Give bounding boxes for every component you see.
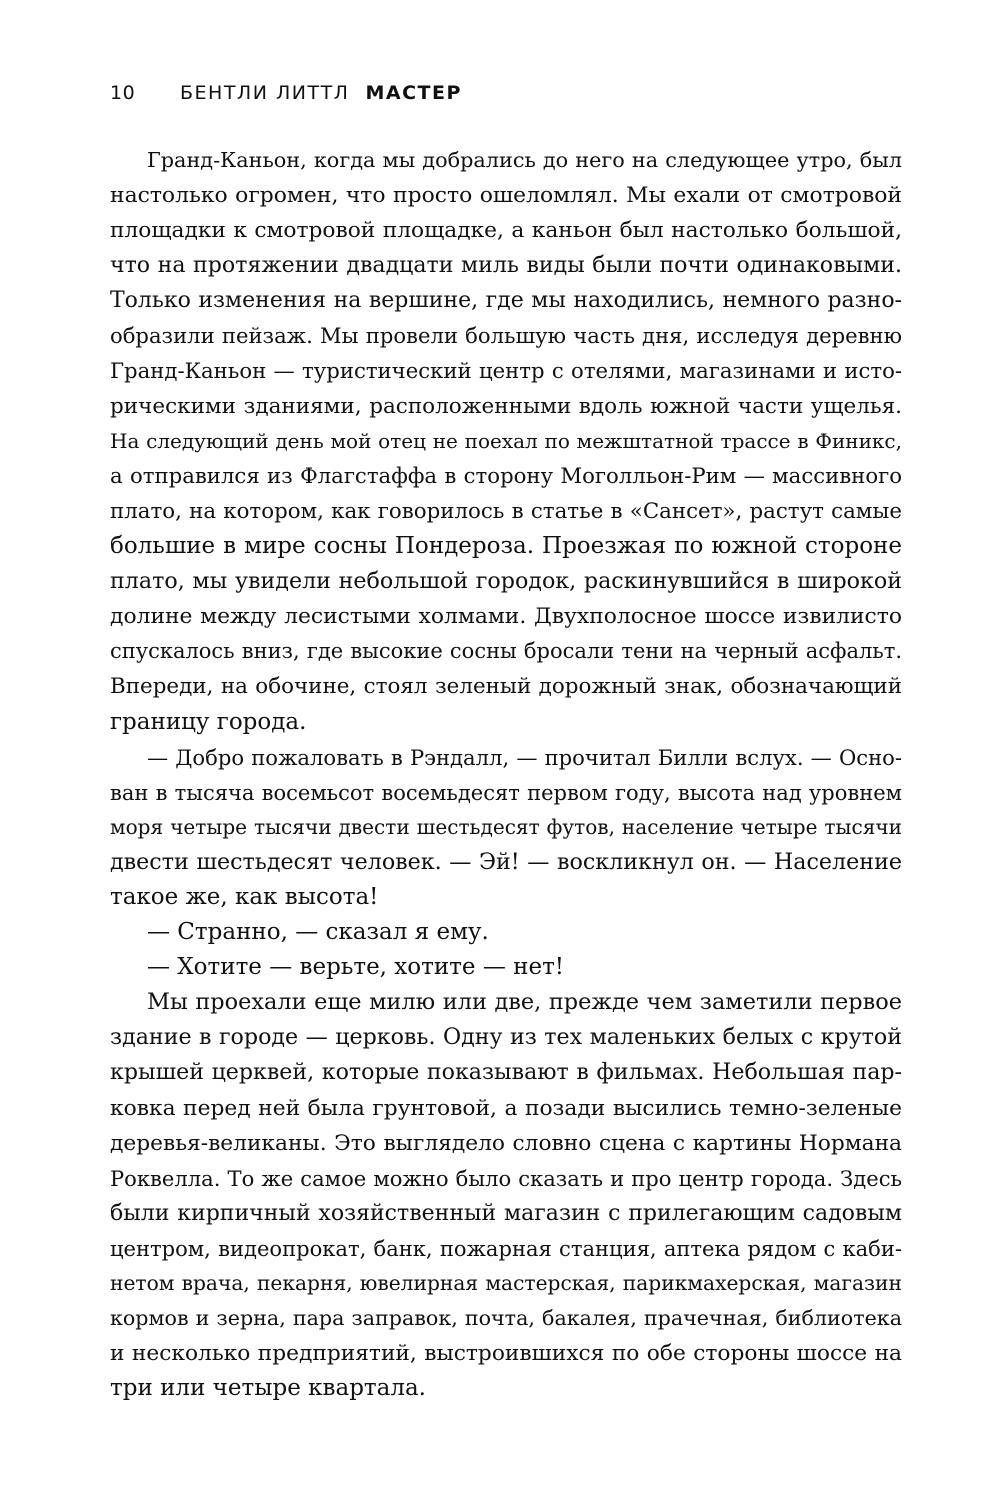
text-line: крышей церквей, которые показывают в фильмах. Небольшая пар- [110, 1059, 902, 1086]
text-line: три или четыре квартала. [110, 1375, 426, 1402]
text-line: — Хотите — верьте, хотите — нет! [147, 954, 565, 981]
text-line: долине между лесистыми холмами. Двухполосное шоссе извилисто [110, 604, 902, 630]
text-line: а отправился из Флагстаффа в сторону Моголльон-Рим — массивного [110, 463, 902, 489]
text-line: и несколько предприятий, выстроившихся по обе стороны шоссе на [110, 1341, 902, 1367]
text-line: что на протяжении двадцати миль виды были почти одинаковыми. [110, 253, 902, 279]
text-line: Впереди, на обочине, стоял зеленый дорожный знак, обозначающий [110, 674, 902, 700]
text-line: — Добро пожаловать в Рэндалл, — прочитал Билли вслух. — Осно- [147, 744, 902, 770]
text-line: плато, мы увидели небольшой городок, раскинувшийся в широкой [110, 568, 902, 595]
text-line: ковка перед ней была грунтовой, а позади высились темно-зеленые [110, 1095, 902, 1121]
text-line: границу города. [110, 708, 307, 735]
page-number: 10 [110, 82, 136, 104]
text-line: ван в тысяча восемьсот восемьдесят первом году, высота над уровнем [110, 779, 902, 805]
text-line: большие в мире сосны Пондероза. Проезжая по южной стороне [110, 533, 902, 560]
text-line: На следующий день мой отец не поехал по межштатной трассе в Финикс, [110, 428, 902, 453]
text-line: плато, на котором, как говорилось в статье в «Сансет», растут самые [110, 498, 902, 524]
text-line: рическими зданиями, расположенными вдоль южной части ущелья. [110, 393, 902, 419]
text-line: кормов и зерна, пара заправок, почта, бакалея, прачечная, библиотека [110, 1306, 902, 1331]
text-line: образили пейзаж. Мы провели большую часть дня, исследуя деревню [110, 323, 902, 349]
text-line: здание в городе — церковь. Одну из тех маленьких белых с крутой [110, 1024, 902, 1051]
text-line: такое же, как высота! [110, 883, 379, 910]
book-title: МАСТЕР [365, 82, 462, 104]
text-line: спускалось вниз, где высокие сосны бросали тени на черный асфальт. [110, 639, 902, 664]
text-line: центром, видеопрокат, банк, пожарная станция, аптека рядом с каби- [110, 1235, 902, 1261]
text-line: — Странно, — сказал я ему. [147, 919, 489, 946]
text-line: деревья-великаны. Это выглядело словно сцена с картины Нормана [110, 1130, 902, 1156]
running-head [110, 78, 462, 108]
text-line: Мы проехали еще милю или две, прежде чем заметили первое [147, 989, 902, 1016]
text-line: настолько огромен, что просто ошеломлял. Мы ехали от смотровой [110, 183, 902, 209]
text-line: были кирпичный хозяйственный магазин с прилегающим садовым [110, 1200, 902, 1226]
text-line: нетом врача, пекарня, ювелирная мастерская, парикмахерская, магазин [110, 1271, 902, 1295]
text-line: Гранд-Каньон, когда мы добрались до него на следующее утро, был [147, 148, 902, 172]
text-line: Только изменения на вершине, где мы находились, немного разно- [110, 288, 902, 314]
text-line: площадки к смотровой площадке, а каньон был настолько большой, [110, 218, 902, 244]
body-text [110, 143, 902, 1406]
text-line: двести шестьдесят человек. — Эй! — воскликнул он. — Население [110, 848, 902, 875]
text-line: Роквелла. То же самое можно было сказать и про центр города. Здесь [110, 1165, 902, 1191]
author-name: БЕНТЛИ ЛИТТЛ [180, 82, 350, 104]
text-line: Гранд-Каньон — туристический центр с отелями, магазинами и исто- [110, 358, 902, 384]
text-line: моря четыре тысячи двести шестьдесят футов, население четыре тысячи [110, 814, 902, 839]
